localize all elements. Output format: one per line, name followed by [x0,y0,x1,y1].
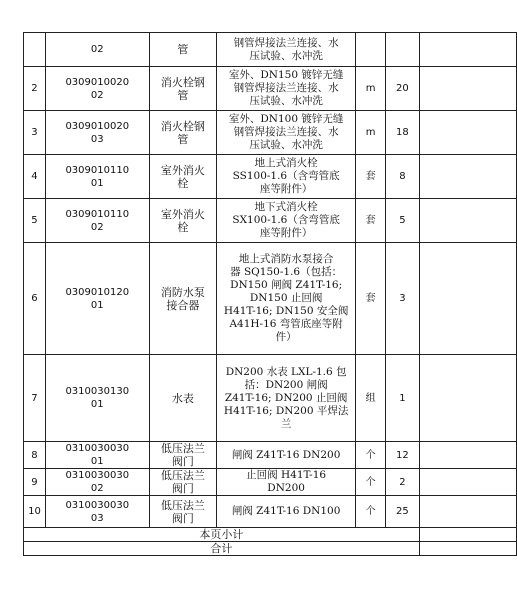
quantity-cell [386,33,420,67]
quantity-cell: 20 [386,67,420,111]
row-index-cell: 4 [24,155,46,199]
blank-cell [419,496,516,528]
blank-cell [419,528,516,542]
unit-cell: 个 [356,496,386,528]
item-name-cell: 水表 [149,355,217,442]
quantity-cell: 25 [386,496,420,528]
total-label: 合计 [24,542,420,556]
row-index-cell [24,33,46,67]
quantity-cell: 5 [386,199,420,243]
row-index-cell: 6 [24,243,46,355]
unit-cell: 套 [356,199,386,243]
item-description-cell: 止回阀 H41T-16 DN200 [217,469,356,496]
item-code-cell: 0310030130 01 [45,355,149,442]
item-code-cell: 0310030030 01 [45,442,149,469]
table-row [24,442,517,469]
blank-cell [419,243,516,355]
item-name-cell: 低压法兰 阀门 [149,442,217,469]
page-subtotal-row [24,528,517,542]
row-index-cell: 5 [24,199,46,243]
total-row [24,542,517,556]
item-name-cell: 消火栓钢 管 [149,67,217,111]
quantity-cell: 12 [386,442,420,469]
row-index-cell: 9 [24,469,46,496]
item-code-cell: 0310030030 02 [45,469,149,496]
unit-cell [356,33,386,67]
table-row [24,199,517,243]
blank-cell [419,199,516,243]
quantity-cell: 8 [386,155,420,199]
blank-cell [419,442,516,469]
item-description-cell: 地上式消防水泵接合 器 SQ150-1.6（包括： DN150 闸阀 Z41T-16; DN150 止回阀 H41T-16; DN150 安全阀 A41H-16 弯管底座等附 件） [217,243,356,355]
unit-cell: m [356,111,386,155]
blank-cell [419,67,516,111]
blank-cell [419,355,516,442]
table-row [24,67,517,111]
item-description-cell: 地下式消火栓 SX100-1.6（含弯管底 座等附件） [217,199,356,243]
quantity-cell: 3 [386,243,420,355]
item-description-cell: 钢管焊接法兰连接、水 压试验、水冲洗 [217,33,356,67]
item-description-cell: 闸阀 Z41T-16 DN200 [217,442,356,469]
blank-cell [419,33,516,67]
table-row [24,243,517,355]
unit-cell: 个 [356,469,386,496]
item-description-cell: 闸阀 Z41T-16 DN100 [217,496,356,528]
item-code-cell: 0310030030 03 [45,496,149,528]
item-name-cell: 室外消火 栓 [149,155,217,199]
table-row [24,155,517,199]
row-index-cell: 3 [24,111,46,155]
item-description-cell: 地上式消火栓 SS100-1.6（含弯管底 座等附件） [217,155,356,199]
unit-cell: 套 [356,155,386,199]
unit-cell: 组 [356,355,386,442]
item-code-cell: 0309010020 02 [45,67,149,111]
table-row [24,33,517,67]
bill-of-quantities-table [23,32,517,556]
item-name-cell: 室外消火 栓 [149,199,217,243]
item-code-cell: 0309010020 03 [45,111,149,155]
row-index-cell: 7 [24,355,46,442]
item-name-cell: 管 [149,33,217,67]
row-index-cell: 10 [24,496,46,528]
item-code-cell: 0309010110 02 [45,199,149,243]
item-name-cell: 低压法兰 阀门 [149,496,217,528]
item-code-cell: 0309010120 01 [45,243,149,355]
item-name-cell: 消火栓钢 管 [149,111,217,155]
table-row [24,496,517,528]
blank-cell [419,155,516,199]
item-description-cell: 室外、DN100 镀锌无缝 钢管焊接法兰连接、水 压试验、水冲洗 [217,111,356,155]
item-code-cell: 02 [45,33,149,67]
blank-cell [419,542,516,556]
quantity-cell: 18 [386,111,420,155]
table-row [24,355,517,442]
quantity-cell: 2 [386,469,420,496]
item-description-cell: DN200 水表 LXL-1.6 包 括：DN200 闸阀 Z41T-16; DN200 止回阀 H41T-16; DN200 平焊法 兰 [217,355,356,442]
blank-cell [419,111,516,155]
item-name-cell: 低压法兰 阀门 [149,469,217,496]
page-subtotal-label: 本页小计 [24,528,420,542]
item-description-cell: 室外、DN150 镀锌无缝 钢管焊接法兰连接、水 压试验、水冲洗 [217,67,356,111]
unit-cell: 个 [356,442,386,469]
row-index-cell: 2 [24,67,46,111]
quantity-cell: 1 [386,355,420,442]
item-code-cell: 0309010110 01 [45,155,149,199]
table-row [24,469,517,496]
unit-cell: m [356,67,386,111]
unit-cell: 套 [356,243,386,355]
item-name-cell: 消防水泵 接合器 [149,243,217,355]
blank-cell [419,469,516,496]
table-row [24,111,517,155]
row-index-cell: 8 [24,442,46,469]
